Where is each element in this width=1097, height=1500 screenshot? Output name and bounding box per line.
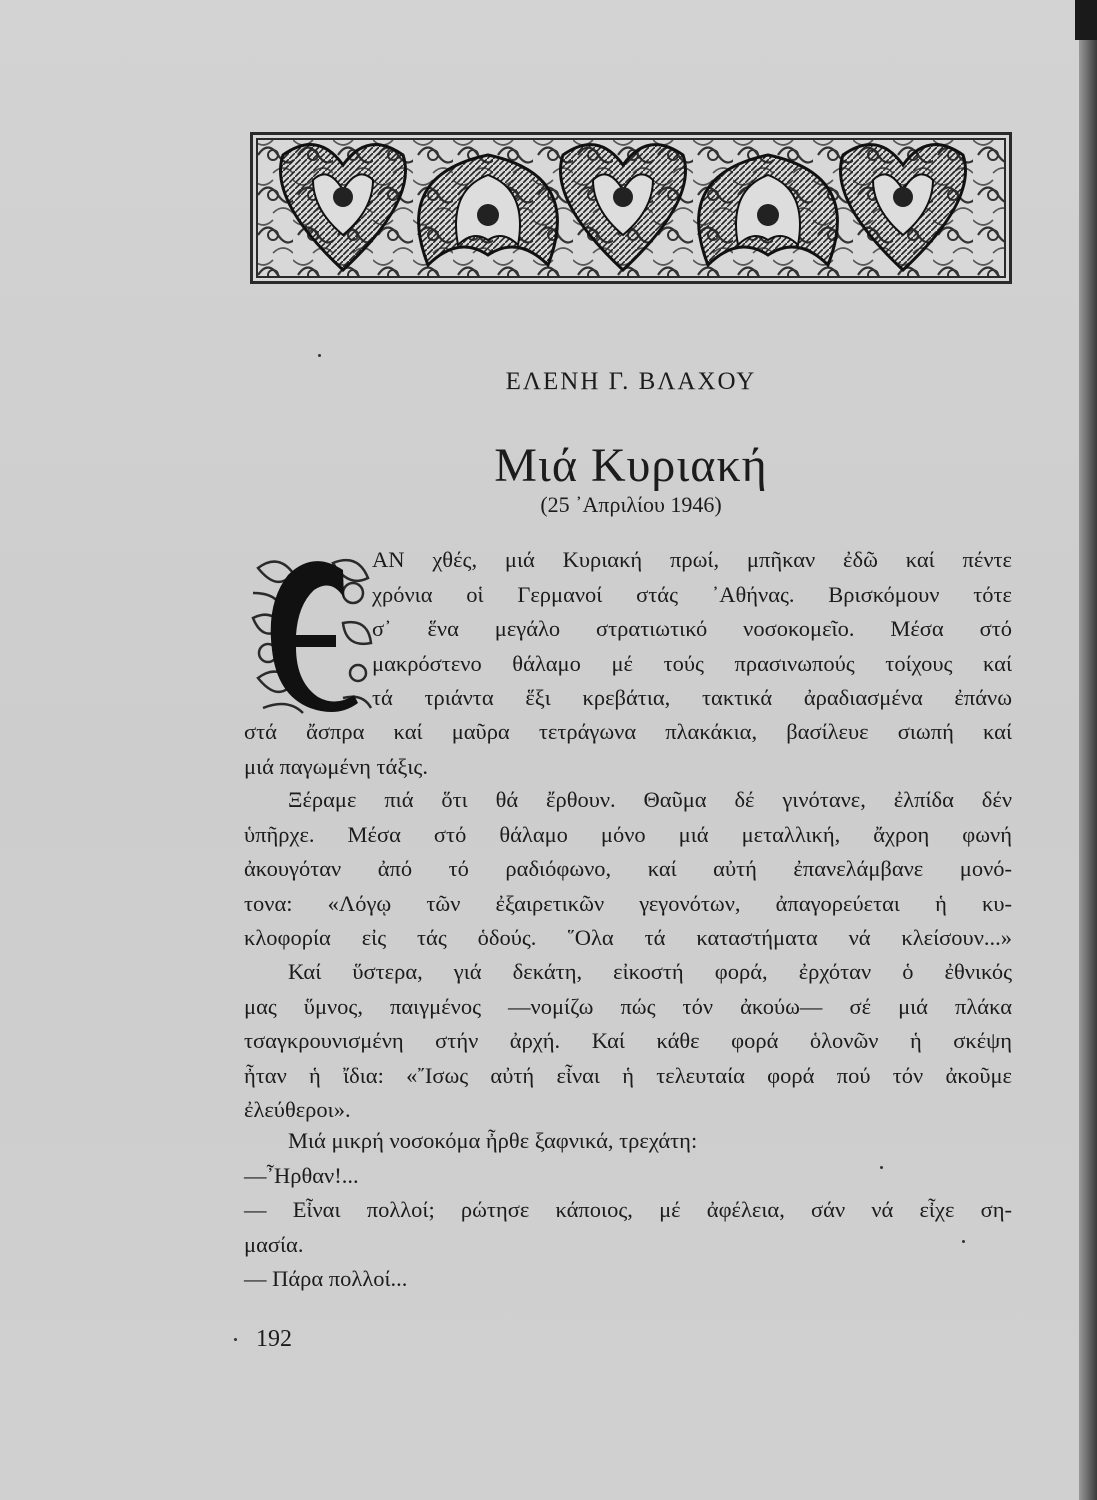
paragraph-3	[244, 955, 1012, 1128]
scan-speck	[880, 1166, 883, 1169]
paragraph-line: μακρόστενο θάλαμο μέ τούς πρασινωπούς τοίχους καί	[372, 650, 1012, 676]
paragraph-line: —῏Ηρθαν!...	[244, 1162, 359, 1188]
author-name: ΕΛΕΝΗ Γ. ΒΛΑΧΟΥ	[505, 368, 757, 395]
paragraph-line: χρόνια οἱ Γερμανοί στάς ᾿Αθήνας. Βρισκόμουν τότε	[372, 581, 1012, 607]
ornamental-header-band	[250, 132, 1012, 284]
paragraph-line: ἦταν ἡ ἴδια: «῎Ισως αὐτή εἶναι ἡ τελευταία φορά πού τόν ἀκοῦμε	[244, 1062, 1012, 1088]
paragraph-line: Καί ὕστερα, γιά δεκάτη, εἰκοστή φορά, ἐρχόταν ὁ ἐθνικός	[288, 959, 1012, 984]
paragraph-line: τσαγκρουνισμένη στήν ἀρχή. Καί κάθε φορά ὁλονῶν ἡ σκέψη	[244, 1028, 1012, 1053]
paragraph-line: τονα: «Λόγῳ τῶν ἐξαιρετικῶν γεγονότων, ἀπαγορεύεται ἡ κυ-	[244, 890, 1012, 916]
decorative-initial-art	[248, 548, 376, 723]
paragraph-line: ΑΝ χθές, μιά Κυριακή πρωί, μπῆκαν ἐδῶ καί πέντε	[372, 547, 1012, 572]
scan-speck	[234, 1338, 237, 1341]
paragraph-line: — Πάρα πολλοί...	[244, 1266, 408, 1291]
paragraph-line: μας ὕμνος, παιγμένος —νομίζω πώς τόν ἀκούω— σέ μιά πλάκα	[244, 993, 1012, 1019]
paragraph-line: ἐλεύθεροι».	[244, 1097, 351, 1122]
paragraph-line: τά τριάντα ἕξι κρεβάτια, τακτικά ἀραδιασμένα ἐπάνω	[372, 685, 1012, 710]
paragraph-line: μασία.	[244, 1231, 304, 1257]
paragraph-line: σ᾿ ἕνα μεγάλο στρατιωτικό νοσοκομεῖο. Μέσα στό	[372, 616, 1012, 641]
paragraph-line: κλοφορία εἰς τάς ὁδούς. ῞Ολα τά καταστήματα νά κλείσουν...»	[244, 925, 1012, 950]
paragraph-line: στά ἄσπρα καί μαῦρα τετράγωνα πλακάκια, βασίλευε σιωπή καί	[244, 719, 1012, 744]
page-number: 192	[256, 1326, 292, 1352]
scan-speck	[318, 354, 321, 357]
paragraph-1-full	[244, 715, 1012, 784]
paragraph-line: μιά παγωμένη τάξις.	[244, 753, 428, 779]
article-date: (25 ᾿Απριλίου 1946)	[540, 492, 722, 517]
paragraph-line: ἀκουγόταν ἀπό τό ραδιόφωνο, καί αὐτή ἐπανελάμβανε μονό-	[244, 856, 1012, 881]
paragraph-line: Ξέραμε πιά ὅτι θά ἔρθουν. Θαῦμα δέ γινότανε, ἐλπίδα δέν	[288, 787, 1012, 812]
scan-speck	[962, 1240, 965, 1243]
paragraph-line: Μιά μικρή νοσοκόμα ἦρθε ξαφνικά, τρεχάτη:	[288, 1128, 698, 1153]
paragraph-1-indented	[372, 543, 1012, 716]
paragraph-4-dialogue	[244, 1124, 1012, 1297]
paragraph-2	[244, 783, 1012, 956]
paragraph-line: — Εἶναι πολλοί; ρώτησε κάποιος, μέ ἀφέλεια, σάν νά εἶχε ση-	[244, 1197, 1012, 1222]
decorative-initial	[248, 548, 376, 723]
page-edge-shadow	[1079, 0, 1097, 1500]
paragraph-line: ὑπῆρχε. Μέσα στό θάλαμο μόνο μιά μεταλλική, ἄχροη φωνή	[244, 821, 1012, 847]
article-title: Μιά Κυριακή	[494, 439, 768, 492]
page-corner-shadow	[1075, 0, 1097, 40]
ornament-pattern	[253, 135, 1009, 281]
